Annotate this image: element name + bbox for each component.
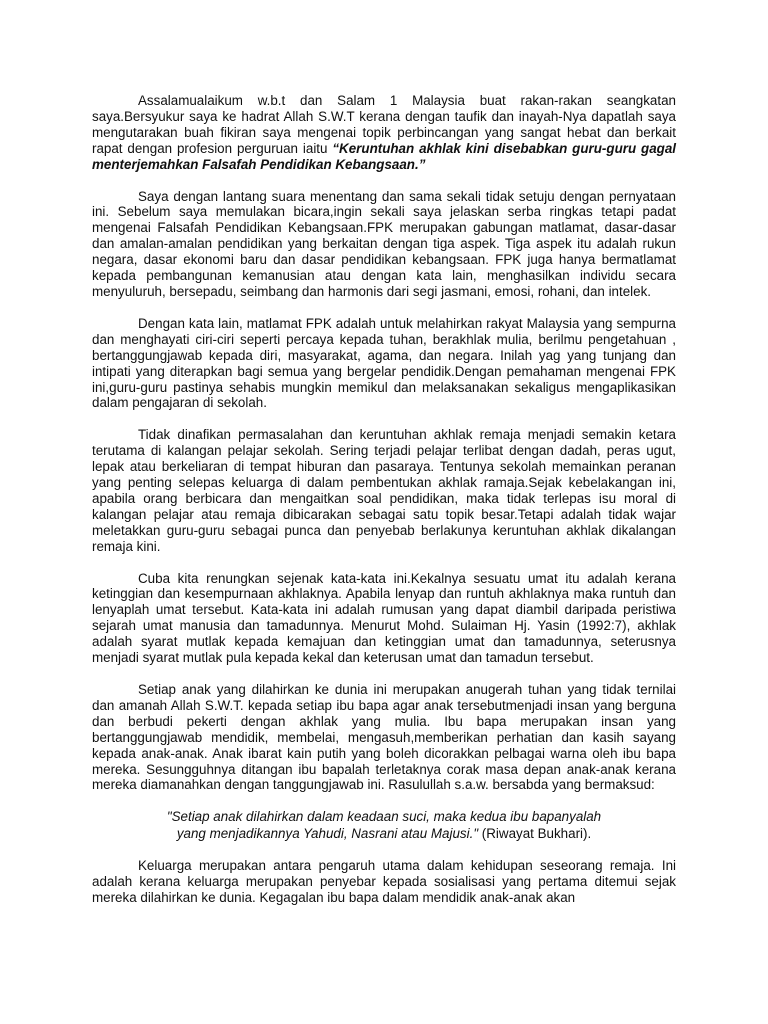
topic-quote: “Keruntuhan akhlak kini disebabkan guru-guru gagal menterjemahkan Falsafah Pendidikan Kebangsaan.” <box>92 140 676 172</box>
hadith-quote <box>92 809 676 842</box>
document-body <box>92 93 676 922</box>
hadith-line-2: yang menjadikannya Yahudi, Nasrani atau Majusi." <box>176 825 479 841</box>
paragraph-7: Keluarga merupakan antara pengaruh utama dalam kehidupan seseorang remaja. Ini adalah kerana keluarga merupakan penyebar kepada sosialisasi yang pertama ditemui sejak mereka dilahirkan ke dunia. Kegagalan ibu bapa dalam mendidik anak-anak akan <box>92 858 676 906</box>
paragraph-5: Cuba kita renungkan sejenak kata-kata ini.Kekalnya sesuatu umat itu adalah kerana ketinggian dan kesempurnaan akhlaknya. Apabila lenyap dan runtuh akhlaknya maka runtuh dan lenyaplah umat tersebut. Kata-kata ini adalah rumusan yang dapat diambil daripada peristiwa sejarah umat manusia dan tamadunnya. Menurut Mohd. Sulaiman Hj. Yasin (1992:7), akhlak adalah syarat mutlak kepada kemajuan dan ketinggian umat dan tamadunnya, seterusnya menjadi syarat mutlak pula kepada kekal dan keterusan umat dan tamadun tersebut. <box>92 570 676 666</box>
paragraph-1 <box>92 93 676 173</box>
hadith-source: (Riwayat Bukhari). <box>478 825 592 841</box>
paragraph-2: Saya dengan lantang suara menentang dan sama sekali tidak setuju dengan pernyataan ini. Sebelum saya memulakan bicara,ingin sekali saya jelaskan serba ringkas tetapi padat mengenai Falsafah Pendidikan Kebangsaan.FPK merupakan gabungan matlamat, dasar-dasar dan amalan-amalan pendidikan yang berkaitan dengan tiga aspek. Tiga aspek itu adalah rukun negara, dasar ekonomi baru dan dasar pendidikan kebangsaan. FPK juga hanya bermatlamat kepada pembangunan kemanusian atau dengan kata lain, menghasilkan individu secara menyuluruh, bersepadu, seimbang dan harmonis dari segi jasmani, emosi, rohani, dan intelek. <box>92 188 676 299</box>
paragraph-1-text: Assalamualaikum w.b.t dan Salam 1 Malaysia buat rakan-rakan seangkatan saya.Bersyukur saya ke hadrat Allah S.W.T kerana dengan taufik dan inayah-Nya dapatlah saya mengutarakan buah fikiran saya mengenai topik perbincangan yang sangat hebat dan berkait rapat dengan profesion perguruan iaitu <box>92 93 676 156</box>
paragraph-6: Setiap anak yang dilahirkan ke dunia ini merupakan anugerah tuhan yang tidak ternilai dan amanah Allah S.W.T. kepada setiap ibu bapa agar anak tersebutmenjadi insan yang berguna dan berbudi pekerti dengan akhlak yang mulia. Ibu bapa merupakan insan yang bertanggungjawab mendidik, membelai, mengasuh,memberikan perhatian dan kasih sayang kepada anak-anak. Anak ibarat kain putih yang boleh dicorakkan pelbagai warna oleh ibu bapa mereka. Sesungguhnya ditangan ibu bapalah terletaknya corak masa depan anak-anak kerana mereka diamanahkan dengan tanggungjawab ini. Rasulullah s.a.w. bersabda yang bermaksud: <box>92 682 676 793</box>
hadith-line-1: "Setiap anak dilahirkan dalam keadaan suci, maka kedua ibu bapanyalah <box>166 809 602 825</box>
paragraph-3: Dengan kata lain, matlamat FPK adalah untuk melahirkan rakyat Malaysia yang sempurna dan menghayati ciri-ciri seperti percaya kepada tuhan, berakhlak mulia, berilmu pengetahuan , bertanggungjawab kepada diri, masyarakat, agama, dan negara. Inilah yag yang tunjang dan intipati yang diterapkan bagi semua yang bergelar pendidik.Dengan pemahaman mengenai FPK ini,guru-guru pastinya sehabis mungkin memikul dan melaksanakan sekaligus mengaplikasikan dalam pengajaran di sekolah. <box>92 315 676 411</box>
paragraph-4: Tidak dinafikan permasalahan dan keruntuhan akhlak remaja menjadi semakin ketara terutama di kalangan pelajar sekolah. Sering terjadi pelajar terlibat dengan dadah, peras ugut, lepak atau berkeliaran di tempat hiburan dan pasaraya. Tentunya sekolah memainkan peranan yang penting selepas keluarga di dalam pembentukan akhlak ramaja.Sejak kebelakangan ini, apabila orang berbicara dan mengaitkan soal pendidikan, maka tidak terlepas isu moral di kalangan pelajar atau remaja dibicarakan sebagai satu topik besar.Tetapi adalah tidak wajar meletakkan guru-guru sebagai punca dan penyebab berlakunya keruntuhan akhlak dikalangan remaja kini. <box>92 427 676 554</box>
